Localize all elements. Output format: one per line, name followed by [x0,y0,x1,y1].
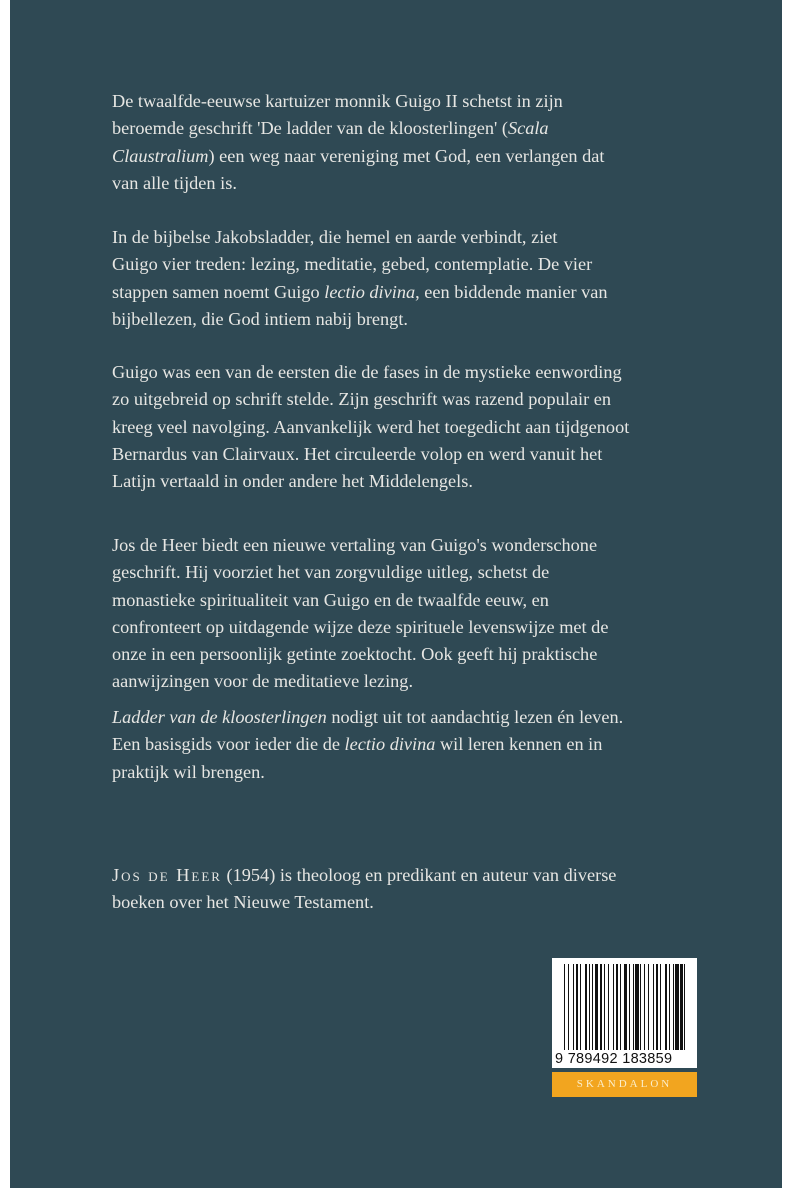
text-segment: De twaalfde-eeuwse kartuizer monnik Guigo II schetst in zijn [112,91,563,111]
text-line [112,614,608,641]
text-segment: , een biddende manier van [415,281,608,302]
text-segment: zo uitgebreid op schrift stelde. Zijn geschrift was razend populair en [112,389,612,410]
text-segment: Bernardus van Clairvaux. Het circuleerde volop en werd vanuit het [112,443,603,464]
barcode-bar [673,964,674,1050]
text-segment: In de bijbelse Jakobsladder, die hemel en aarde verbindt, ziet [112,227,558,247]
text-line [112,115,604,142]
text-line [112,532,608,559]
barcode-bar [589,964,590,1050]
barcode-bars [564,964,688,1050]
text-segment: kreeg veel navolging. Aanvankelijk werd het toegedicht aan tijdgenoot [112,416,630,437]
isbn-number: 9 789492 183859 [555,1051,673,1067]
barcode-bar [568,964,569,1050]
barcode-bar [675,964,678,1050]
text-line [112,587,608,614]
text-segment: Guigo vier treden: lezing, meditatie, gebed, contemplatie. De vier [112,254,593,275]
barcode-bar [629,964,630,1050]
barcode-bar [640,964,641,1050]
text-line [112,170,604,197]
text-segment: onze in een persoonlijk getinte zoektocht. Ook geeft hij praktische [112,644,598,665]
text-segment: nodigt uit tot aandachtig lezen én leven. [326,707,624,727]
blurb-paragraph-2 [112,224,608,333]
text-line [112,731,623,758]
text-segment: wil leren kennen en in [435,734,603,755]
barcode-bar [604,964,605,1050]
text-line [112,279,608,306]
text-line [112,468,629,495]
text-line [112,386,629,413]
author-name: Jos de Heer [112,865,222,885]
barcode-bar [684,964,685,1050]
text-line [112,143,604,170]
barcode-bar [573,964,574,1050]
text-line [112,862,616,889]
italic-text: lectio divina [344,734,436,755]
barcode-bar [592,964,593,1050]
text-segment: aanwijzingen voor de meditatieve lezing. [112,671,414,692]
barcode-bar [656,964,658,1050]
blurb-paragraph-3 [112,359,629,495]
text-segment: boeken over het Nieuwe Testament. [112,892,374,913]
barcode-bar [564,964,565,1050]
text-segment: ) een weg naar vereniging met God, een verlangen dat [208,145,605,166]
text-segment: bijbellezen, die God intiem nabij brengt. [112,308,408,329]
barcode-bar [669,964,670,1050]
barcode-bar [580,964,581,1050]
text-line [112,224,608,251]
barcode-bar [644,964,645,1050]
text-segment: monastieke spiritualiteit van Guigo en de twaalfde eeuw, en [112,589,549,610]
text-segment: Jos de Heer biedt een nieuwe vertaling van Guigo's wonderschone [112,535,598,555]
italic-text: Ladder van de kloosterlingen [112,707,327,727]
publisher-logo: SKANDALON [552,1072,697,1097]
barcode-bar [613,964,614,1050]
text-segment: beroemde geschrift 'De ladder van de kloosterlingen' ( [112,118,508,139]
barcode-bar [635,964,638,1050]
text-line [112,88,604,115]
barcode-bar [680,964,682,1050]
barcode-bar [620,964,621,1050]
text-segment: van alle tijden is. [112,172,237,193]
text-line [112,759,623,786]
barcode-bar [653,964,654,1050]
barcode-bar [595,964,598,1050]
text-segment: Guigo was een van de eersten die de fases in de mystieke eenwording [112,362,622,382]
barcode-bar [616,964,618,1050]
barcode-bar [633,964,634,1050]
barcode-bar [624,964,627,1050]
italic-text: Scala [507,118,549,139]
text-line [112,668,608,695]
text-segment: Latijn vertaald in onder andere het Middelengels. [112,471,473,492]
text-line [112,251,608,278]
text-segment: (1954) is theoloog en predikant en auteur van diverse [221,865,617,885]
author-bio [112,862,616,917]
text-line [112,359,629,386]
barcode-bar [665,964,667,1050]
text-line [112,306,608,333]
blurb-paragraph-1 [112,88,604,197]
text-line [112,414,629,441]
isbn-barcode [552,958,697,1068]
barcode-bar [576,964,578,1050]
text-segment: confronteert op uitdagende wijze deze spirituele levenswijze met de [112,616,609,637]
text-segment: Een basisgids voor ieder die de [112,734,345,755]
barcode-bar [648,964,649,1050]
text-line [112,889,616,916]
italic-text: Claustralium [112,145,209,166]
text-segment: praktijk wil brengen. [112,761,265,782]
text-line [112,559,608,586]
barcode-bar [608,964,609,1050]
barcode-bar [585,964,587,1050]
barcode-bar [600,964,602,1050]
blurb-paragraph-5 [112,704,623,786]
blurb-paragraph-4 [112,532,608,696]
text-segment: geschrift. Hij voorziet het van zorgvuldige uitleg, schetst de [112,562,550,583]
text-line [112,641,608,668]
text-line [112,704,623,731]
italic-text: lectio divina [324,281,416,302]
barcode-bar [660,964,661,1050]
text-segment: stappen samen noemt Guigo [112,281,325,302]
text-line [112,441,629,468]
